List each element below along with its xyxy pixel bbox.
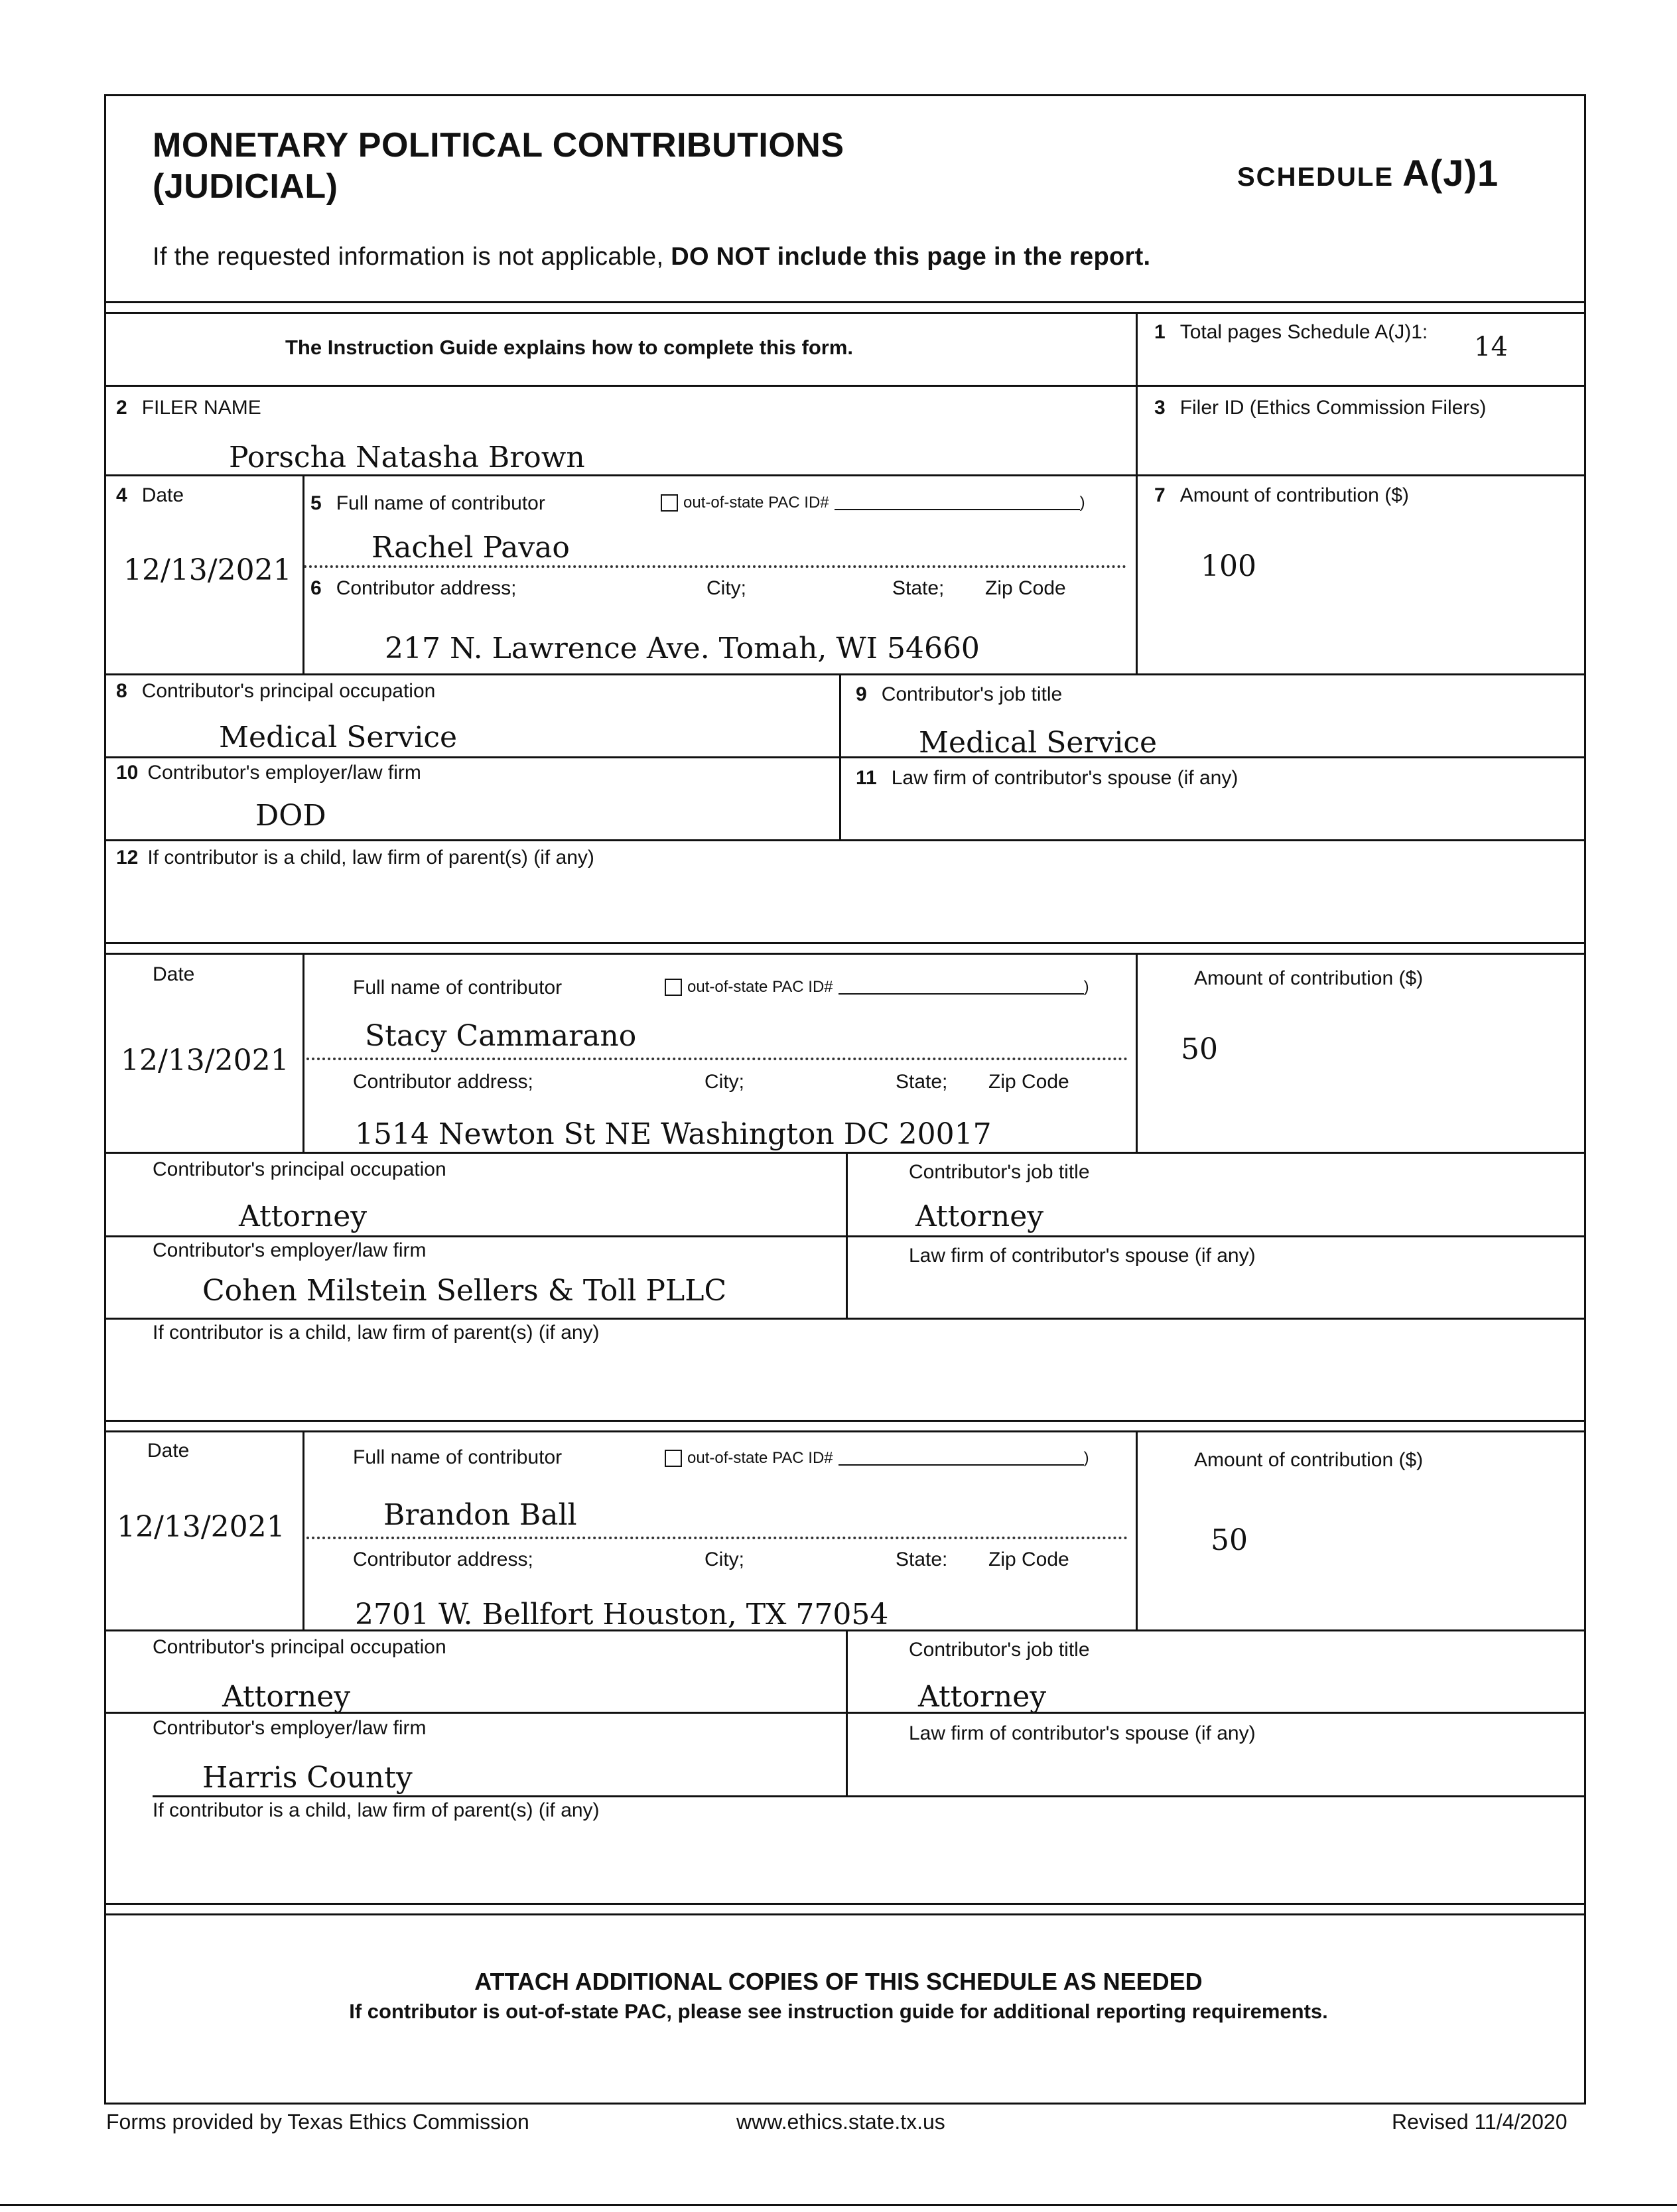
contribution-amount: 50 <box>1211 1523 1248 1557</box>
pac-instruction-note: If contributor is out-of-state PAC, please see instruction guide for additional reporting requirements. <box>349 2000 1328 2023</box>
form-title-line2: (JUDICIAL) <box>153 167 338 206</box>
occupation-text: Contributor's principal occupation <box>141 680 436 702</box>
divider <box>104 942 1586 944</box>
out-of-state-pac-field: out-of-state PAC ID# ) <box>661 494 1085 512</box>
parent-firm-label: If contributor is a child, law firm of parent(s) (if any) <box>153 1322 600 1344</box>
divider <box>104 385 1586 387</box>
divider <box>1136 953 1138 1152</box>
divider <box>104 474 1586 476</box>
job-title-label: Contributor's job title <box>909 1639 1090 1661</box>
pac-label: out-of-state PAC ID# <box>687 978 833 996</box>
footer-revision: Revised 11/4/2020 <box>1392 2110 1568 2134</box>
contributor-name: Stacy Cammarano <box>365 1019 637 1053</box>
contribution-date: 12/13/2021 <box>121 1044 289 1077</box>
divider <box>104 1903 1586 1905</box>
divider <box>104 953 1586 955</box>
dotted-rule <box>304 565 1126 568</box>
divider <box>104 1235 1586 1237</box>
divider <box>104 1629 1586 1631</box>
date-label: Date <box>147 1440 190 1462</box>
field-number: 5 <box>310 492 322 514</box>
field-number: 6 <box>310 577 322 599</box>
schedule-label <box>1237 151 1499 194</box>
footer-provider: Forms provided by Texas Ethics Commission <box>106 2110 529 2134</box>
field-number: 11 <box>856 767 877 789</box>
address-label: Contributor address; <box>353 1549 533 1570</box>
contributor-address: 1514 Newton St NE Washington DC 20017 <box>355 1117 992 1151</box>
contributor-employer: Cohen Milstein Sellers & Toll PLLC <box>202 1274 727 1308</box>
contributor-occupation: Attorney <box>222 1680 351 1714</box>
divider <box>104 312 1586 314</box>
divider <box>104 1712 1586 1714</box>
contributor-name-text: Full name of contributor <box>336 492 545 514</box>
notice-text: If the requested information is not applicable, <box>153 243 671 271</box>
underline <box>153 1795 846 1797</box>
contributor-address: 2701 W. Bellfort Houston, TX 77054 <box>355 1598 889 1631</box>
contributor-job-title: Attorney <box>915 1200 1044 1233</box>
contribution-date: 12/13/2021 <box>117 1510 285 1544</box>
divider <box>104 673 1586 675</box>
filer-name-label <box>116 397 261 419</box>
contributor-job-title: Medical Service <box>919 726 1158 760</box>
filer-name-text: FILER NAME <box>141 397 261 419</box>
divider <box>104 756 1586 758</box>
amount-text: Amount of contribution ($) <box>1179 484 1409 506</box>
out-of-state-pac-field: out-of-state PAC ID# ) <box>665 978 1089 997</box>
divider <box>104 1318 1586 1320</box>
date-label <box>116 484 184 507</box>
pac-checkbox[interactable] <box>665 979 682 996</box>
address-label <box>310 577 517 600</box>
parent-firm-label: If contributor is a child, law firm of parent(s) (if any) <box>153 1799 600 1821</box>
contributor-name: Brandon Ball <box>383 1498 577 1532</box>
job-title-label <box>856 683 1062 706</box>
state-label: State: <box>896 1549 948 1570</box>
total-pages-label <box>1154 321 1428 344</box>
field-number: 2 <box>116 397 127 419</box>
address-label: Contributor address; <box>353 1071 533 1093</box>
job-title-text: Contributor's job title <box>881 683 1063 705</box>
field-number: 4 <box>116 484 127 506</box>
amount-label <box>1154 484 1409 507</box>
contributor-name-label: Full name of contributor <box>353 977 563 999</box>
divider <box>104 1430 1586 1432</box>
divider <box>104 839 1586 841</box>
zip-label: Zip Code <box>988 1549 1069 1570</box>
field-number: 3 <box>1154 397 1166 419</box>
parent-firm-label <box>116 847 594 869</box>
divider <box>302 953 304 1152</box>
footer-website[interactable]: www.ethics.state.tx.us <box>736 2110 945 2134</box>
form-title <box>153 125 844 207</box>
form-title-line1: MONETARY POLITICAL CONTRIBUTIONS <box>153 126 844 165</box>
spouse-firm-label <box>856 767 1238 790</box>
parent-firm-text: If contributor is a child, law firm of parent(s) (if any) <box>147 847 594 868</box>
zip-label: Zip Code <box>985 577 1066 599</box>
divider <box>1136 1430 1138 1629</box>
field-number: 8 <box>116 680 127 702</box>
field-number: 7 <box>1154 484 1166 506</box>
contributor-employer: DOD <box>255 799 326 833</box>
spouse-firm-text: Law firm of contributor's spouse (if any) <box>891 767 1239 789</box>
spouse-firm-label: Law firm of contributor's spouse (if any) <box>909 1245 1256 1267</box>
dotted-rule <box>306 1058 1128 1060</box>
occupation-label <box>116 680 435 703</box>
divider <box>302 1430 304 1629</box>
field-number: 12 <box>116 847 139 868</box>
notice-bold: DO NOT include this page in the report. <box>671 243 1151 271</box>
contributor-job-title: Attorney <box>918 1680 1047 1714</box>
state-label: State; <box>892 577 945 599</box>
filer-id-text: Filer ID (Ethics Commission Filers) <box>1179 397 1487 419</box>
contribution-amount: 50 <box>1181 1032 1218 1066</box>
amount-label: Amount of contribution ($) <box>1194 1449 1424 1471</box>
filer-id-label <box>1154 397 1486 419</box>
pac-id-line <box>838 1451 1084 1466</box>
job-title-label: Contributor's job title <box>909 1161 1090 1183</box>
attach-copies-note: ATTACH ADDITIONAL COPIES OF THIS SCHEDULE AS NEEDED <box>474 1968 1203 1995</box>
pac-label: out-of-state PAC ID# <box>687 1449 833 1467</box>
employer-label: Contributor's employer/law firm <box>153 1717 427 1739</box>
occupation-label: Contributor's principal occupation <box>153 1158 446 1180</box>
employer-label <box>116 762 421 784</box>
contribution-date: 12/13/2021 <box>123 553 292 587</box>
divider <box>1136 312 1138 673</box>
divider <box>104 1420 1586 1422</box>
applicability-notice <box>153 243 1150 271</box>
contributor-occupation: Attorney <box>239 1200 368 1233</box>
dotted-rule <box>306 1537 1128 1539</box>
schedule-word: SCHEDULE <box>1237 163 1394 192</box>
city-label: City; <box>704 1549 744 1570</box>
divider <box>104 1152 1586 1154</box>
spouse-firm-label: Law firm of contributor's spouse (if any) <box>909 1722 1256 1744</box>
employer-text: Contributor's employer/law firm <box>147 762 421 784</box>
city-label: City; <box>704 1071 744 1093</box>
contributor-name: Rachel Pavao <box>371 531 570 565</box>
pac-label: out-of-state PAC ID# <box>683 494 829 512</box>
divider <box>846 1795 1586 1797</box>
pac-id-line <box>835 496 1080 510</box>
divider <box>302 474 304 673</box>
field-number: 9 <box>856 683 867 705</box>
contributor-name-label: Full name of contributor <box>353 1446 563 1468</box>
pac-checkbox[interactable] <box>661 494 678 512</box>
contributor-occupation: Medical Service <box>219 721 458 754</box>
pac-id-line <box>838 980 1084 995</box>
contributor-employer: Harris County <box>202 1761 413 1795</box>
total-pages-value: 14 <box>1474 332 1508 362</box>
divider <box>846 1152 848 1318</box>
contributor-address: 217 N. Lawrence Ave. Tomah, WI 54660 <box>385 632 980 665</box>
divider <box>104 1913 1586 1915</box>
address-text: Contributor address; <box>336 577 517 599</box>
field-number: 1 <box>1154 321 1166 343</box>
contribution-amount: 100 <box>1201 549 1256 583</box>
out-of-state-pac-field: out-of-state PAC ID# ) <box>665 1449 1089 1468</box>
divider <box>104 301 1586 303</box>
contributor-name-label <box>310 492 545 515</box>
schedule-code: A(J)1 <box>1402 152 1499 194</box>
employer-label: Contributor's employer/law firm <box>153 1239 427 1261</box>
occupation-label: Contributor's principal occupation <box>153 1636 446 1658</box>
state-label: State; <box>896 1071 948 1093</box>
field-number: 10 <box>116 762 139 784</box>
total-pages-text: Total pages Schedule A(J)1: <box>1179 321 1428 343</box>
amount-label: Amount of contribution ($) <box>1194 967 1424 989</box>
pac-checkbox[interactable] <box>665 1450 682 1467</box>
city-label: City; <box>706 577 746 599</box>
date-text: Date <box>141 484 184 506</box>
date-label: Date <box>153 963 195 985</box>
filer-name-value: Porscha Natasha Brown <box>229 441 585 474</box>
instruction-guide-note: The Instruction Guide explains how to complete this form. <box>285 336 854 359</box>
zip-label: Zip Code <box>988 1071 1069 1093</box>
page-edge <box>0 2204 1677 2206</box>
